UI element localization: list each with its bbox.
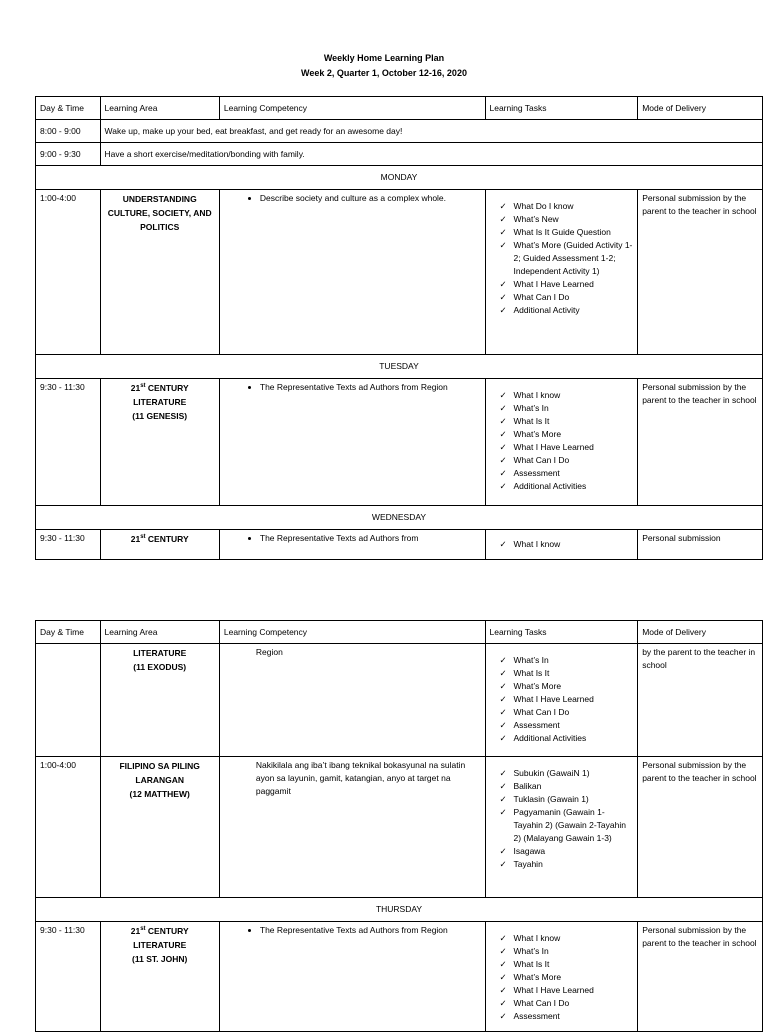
- entry-delivery: by the parent to the teacher in school: [638, 644, 763, 757]
- document-subtitle: Week 2, Quarter 1, October 12-16, 2020: [301, 68, 467, 78]
- day-row-thursday: [36, 898, 763, 922]
- table-row: [36, 379, 763, 506]
- list-item: ✓ Tuklasin (Gawain 1): [514, 793, 634, 806]
- list-item: ✓ Assessment: [514, 467, 634, 480]
- entry-time: 1:00-4:00: [36, 190, 101, 355]
- list-item: ✓ Additional Activities: [514, 480, 634, 493]
- list-item: ✓ What Is It: [514, 415, 634, 428]
- list-item: ✓ What I Have Learned: [514, 441, 634, 454]
- list-item: ✓ What’s In: [514, 945, 634, 958]
- list-item: ✓ What’s More (Guided Activity 1-2; Guided Assessment 1-2; Independent Activity 1): [514, 239, 634, 278]
- document-title: Weekly Home Learning Plan: [323, 53, 445, 63]
- entry-delivery: Personal submission: [638, 530, 763, 560]
- column-header-mode-of-delivery: Mode of Delivery: [638, 97, 763, 120]
- entry-delivery: Personal submission by the parent to the teacher in school: [638, 757, 763, 898]
- list-item: ✓ What’s In: [514, 654, 634, 667]
- routine-row: [36, 120, 763, 143]
- list-item: ✓ What’s More: [514, 680, 634, 693]
- entry-delivery: Personal submission by the parent to the teacher in school: [638, 190, 763, 355]
- entry-competency: Nakikilala ang iba’t ibang teknikal bokasyunal na sulatin ayon sa layunin, gamit, katangian, anyo at target na paggamit: [219, 757, 485, 898]
- list-item: ✓ What Can I Do: [514, 291, 634, 304]
- routine-time: 9:00 - 9:30: [36, 143, 101, 166]
- entry-time: [36, 644, 101, 757]
- list-item: ✓ What I know: [514, 538, 634, 551]
- entry-competency: • The Representative Texts ad Authors from Region: [219, 922, 485, 1032]
- entry-learning-area: UNDERSTANDING CULTURE, SOCIETY, AND POLITICS: [100, 190, 219, 355]
- routine-time: 8:00 - 9:00: [36, 120, 101, 143]
- list-item: ✓ Assessment: [514, 719, 634, 732]
- table-row: [36, 530, 763, 560]
- list-item: ✓ What’s In: [514, 402, 634, 415]
- entry-time: 9:30 - 11:30: [36, 379, 101, 506]
- table-row: [36, 190, 763, 355]
- list-item: ✓ Subukin (GawaiN 1): [514, 767, 634, 780]
- list-item: ✓ What Do I know: [514, 200, 634, 213]
- list-item: ✓ What Is It Guide Question: [514, 226, 634, 239]
- list-item: ✓ Tayahin: [514, 858, 634, 871]
- entry-learning-area: LITERATURE (11 EXODUS): [100, 644, 219, 757]
- day-row-monday: [36, 166, 763, 190]
- table-row: [36, 922, 763, 1032]
- list-item: ✓ What Can I Do: [514, 706, 634, 719]
- day-label: MONDAY: [36, 166, 763, 190]
- list-item: ✓ What Can I Do: [514, 997, 634, 1010]
- learning-plan-table-2: [35, 620, 763, 1032]
- list-item: ✓ Pagyamanin (Gawain 1-Tayahin 2) (Gawain 2-Tayahin 2) (Malayang Gawain 1-3): [514, 806, 634, 845]
- list-item: ✓ Balikan: [514, 780, 634, 793]
- column-header-learning-tasks: Learning Tasks: [485, 621, 638, 644]
- table-header-row: [36, 621, 763, 644]
- entry-learning-area: 21st CENTURY LITERATURE (11 ST. JOHN): [100, 922, 219, 1032]
- entry-tasks: [485, 190, 638, 355]
- table-row: [36, 644, 763, 757]
- entry-competency: • The Representative Texts ad Authors from Region: [219, 379, 485, 506]
- entry-competency: • Describe society and culture as a complex whole.: [219, 190, 485, 355]
- learning-plan-table-1: [35, 96, 763, 560]
- day-label: WEDNESDAY: [36, 506, 763, 530]
- list-item: ✓ Assessment: [514, 1010, 634, 1023]
- day-row-wednesday: [36, 506, 763, 530]
- list-item: ✓ What’s New: [514, 213, 634, 226]
- list-item: ✓ What I know: [514, 932, 634, 945]
- column-header-day-time: Day & Time: [36, 97, 101, 120]
- entry-delivery: Personal submission by the parent to the teacher in school: [638, 922, 763, 1032]
- entry-tasks: [485, 922, 638, 1032]
- routine-text: Have a short exercise/meditation/bonding with family.: [100, 143, 762, 166]
- column-header-learning-tasks: Learning Tasks: [485, 97, 638, 120]
- routine-text: Wake up, make up your bed, eat breakfast, and get ready for an awesome day!: [100, 120, 762, 143]
- entry-competency: • The Representative Texts ad Authors from: [219, 530, 485, 560]
- list-item: ✓ What Can I Do: [514, 454, 634, 467]
- column-header-day-time: Day & Time: [36, 621, 101, 644]
- entry-learning-area: 21st CENTURY LITERATURE (11 GENESIS): [100, 379, 219, 506]
- table-header-row: [36, 97, 763, 120]
- column-header-mode-of-delivery: Mode of Delivery: [638, 621, 763, 644]
- entry-learning-area: 21st CENTURY: [100, 530, 219, 560]
- entry-time: 9:30 - 11:30: [36, 922, 101, 1032]
- day-label: THURSDAY: [36, 898, 763, 922]
- list-item: ✓ What’s More: [514, 428, 634, 441]
- column-header-learning-competency: Learning Competency: [219, 621, 485, 644]
- entry-time: 9:30 - 11:30: [36, 530, 101, 560]
- column-header-learning-area: Learning Area: [100, 621, 219, 644]
- column-header-learning-competency: Learning Competency: [219, 97, 485, 120]
- day-label: TUESDAY: [36, 355, 763, 379]
- entry-tasks: [485, 530, 638, 560]
- list-item: ✓ What Is It: [514, 958, 634, 971]
- list-item: ✓ What I Have Learned: [514, 278, 634, 291]
- list-item: ✓ Additional Activities: [514, 732, 634, 745]
- entry-tasks: [485, 757, 638, 898]
- entry-learning-area: FILIPINO SA PILING LARANGAN (12 MATTHEW): [100, 757, 219, 898]
- entry-competency: Region: [219, 644, 485, 757]
- list-item: ✓ What I Have Learned: [514, 693, 634, 706]
- list-item: ✓ What Is It: [514, 667, 634, 680]
- entry-tasks: [485, 644, 638, 757]
- routine-row: [36, 143, 763, 166]
- entry-tasks: [485, 379, 638, 506]
- list-item: ✓ Additional Activity: [514, 304, 634, 317]
- list-item: ✓ What I know: [514, 389, 634, 402]
- entry-time: 1:00-4:00: [36, 757, 101, 898]
- list-item: ✓ What I Have Learned: [514, 984, 634, 997]
- list-item: ✓ What’s More: [514, 971, 634, 984]
- column-header-learning-area: Learning Area: [100, 97, 219, 120]
- table-row: [36, 757, 763, 898]
- list-item: ✓ Isagawa: [514, 845, 634, 858]
- entry-delivery: Personal submission by the parent to the teacher in school: [638, 379, 763, 506]
- day-row-tuesday: [36, 355, 763, 379]
